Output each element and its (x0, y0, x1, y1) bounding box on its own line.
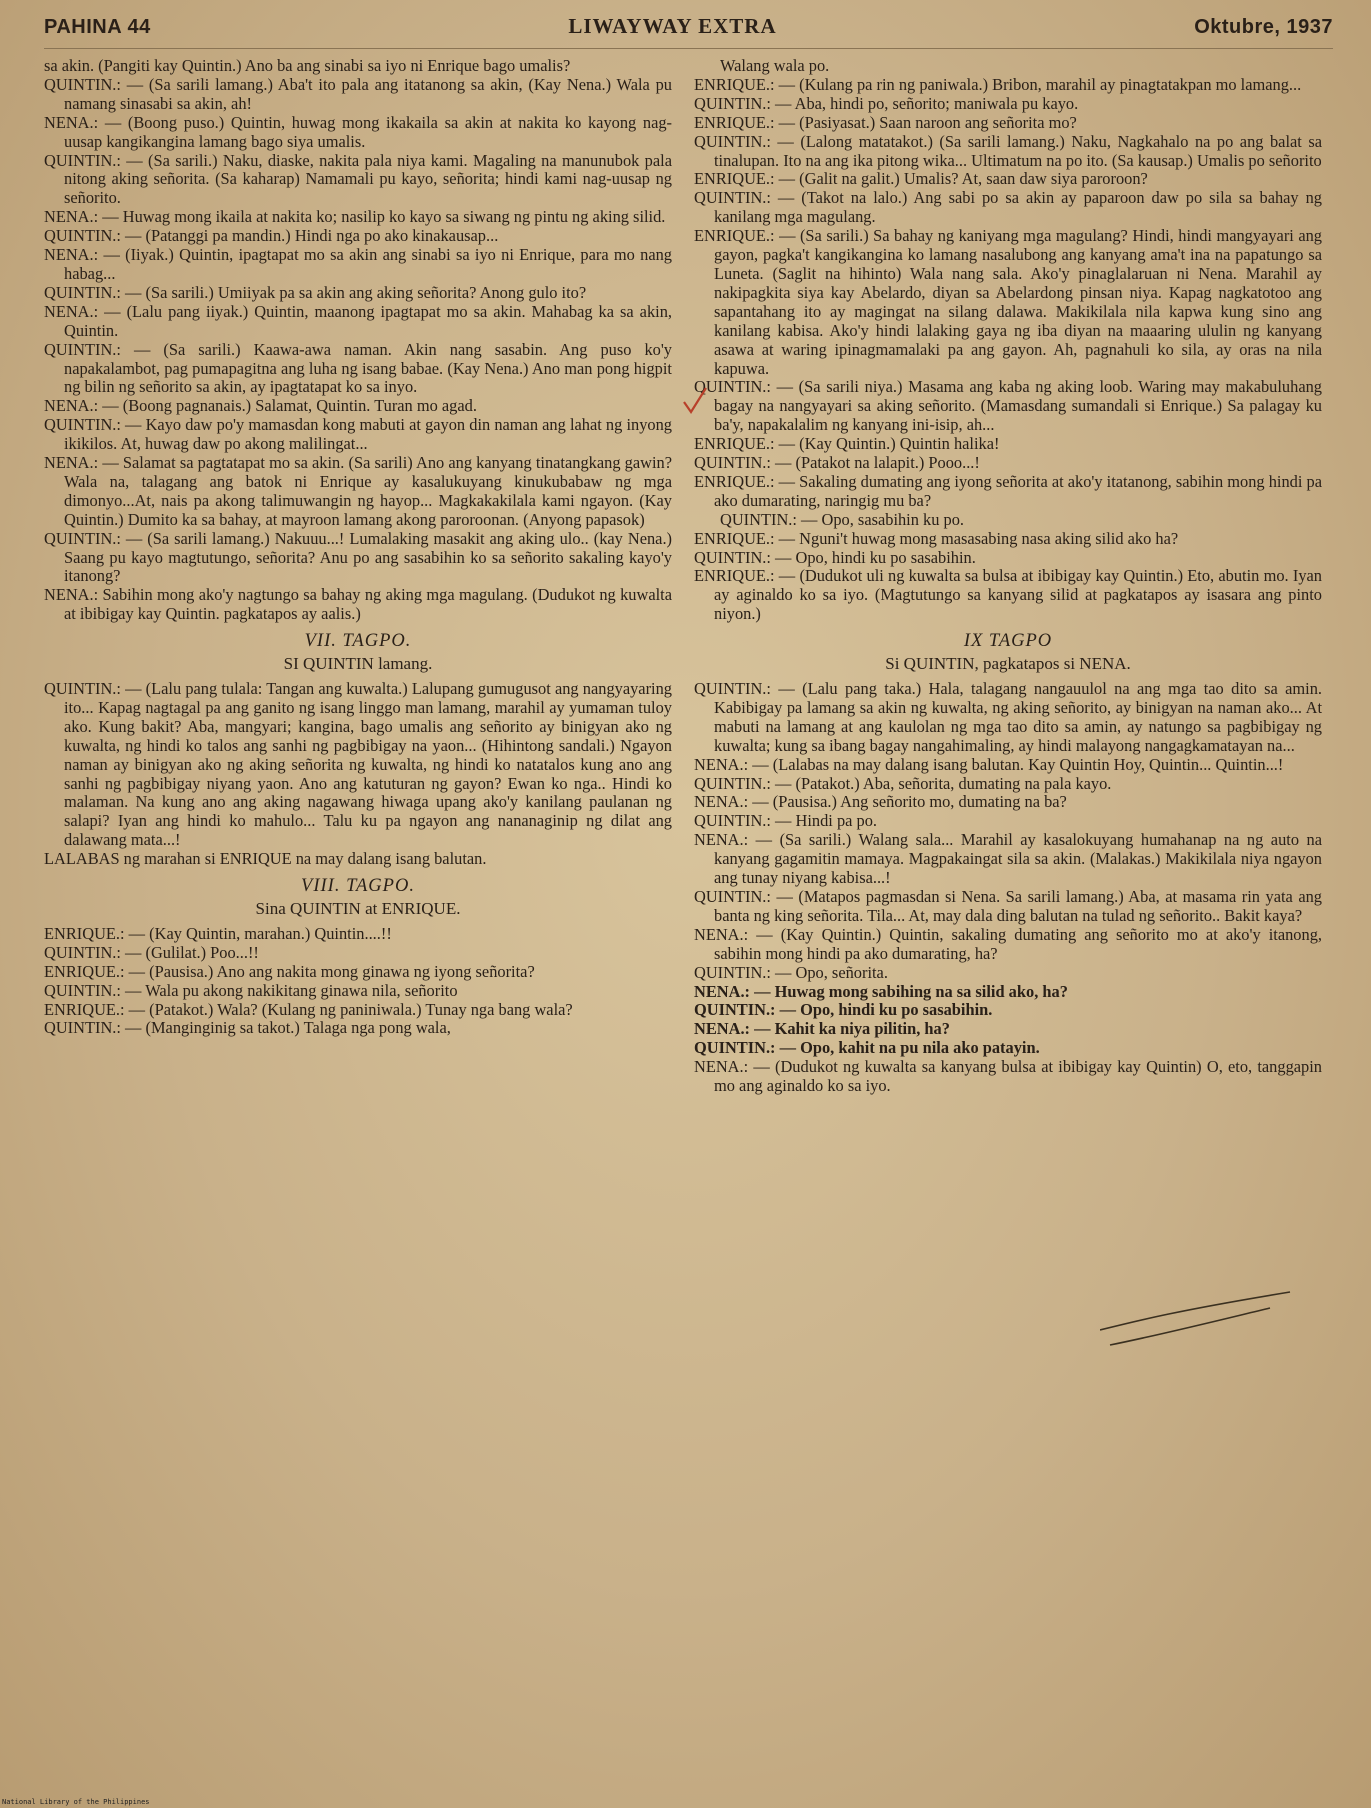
right-column (694, 57, 1322, 1096)
scene-characters: Sina QUINTIN at ENRIQUE. (255, 898, 461, 918)
dialogue-line: NENA.: — (Lalu pang iiyak.) Quintin, maanong ipagtapat mo sa akin. Mahabag ka sa akin, Quintin. (44, 301, 672, 340)
dialogue-line: ENRIQUE.: — Nguni't huwag mong masasabing nasa aking silid ako ha? (694, 528, 1179, 548)
scene-characters: Si QUINTIN, pagkatapos si NENA. (885, 654, 1131, 674)
dialogue-line: QUINTIN.: — Opo, sasabihin ku po. (720, 509, 965, 529)
pencil-checkmark-icon (682, 386, 708, 416)
dialogue-line: LALABAS ng marahan si ENRIQUE na may dalang isang balutan. (44, 849, 487, 869)
scene-characters: SI QUINTIN lamang. (283, 654, 433, 674)
dialogue-line: NENA.: Sabihin mong ako'y nagtungo sa bahay ng aking mga magulang. (Dudukot ng kuwalta at ibibigay kay Quintin. pagkatapos ay aalis.) (44, 585, 672, 624)
dialogue-line: ENRIQUE.: — (Pausisa.) Ano ang nakita mong ginawa ng iyong señorita? (44, 961, 535, 981)
dialogue-line: NENA.: — (Kay Quintin.) Quintin, sakaling dumating ang señorito mo at ako'y itanong, sabihin mong hindi pa ako dumarating, ha? (694, 924, 1322, 963)
issue-date: Oktubre, 1937 (1194, 16, 1333, 38)
dialogue-line: QUINTIN.: — Opo, hindi ku po sasabihin. (694, 547, 976, 567)
dialogue-line: ENRIQUE.: — (Kay Quintin.) Quintin halika! (694, 434, 1000, 454)
dialogue-line: QUINTIN.: — (Takot na lalo.) Ang sabi po sa akin ay paparoon daw po sila sa bahay ng kanilang mga magulang. (694, 188, 1322, 227)
dialogue-continuation: Walang wala po. (720, 56, 830, 75)
dialogue-line: QUINTIN.: — (Sa sarili.) Naku, diaske, nakita pala niya kami. Magaling na manunubok pala nitong aking señorita. (Sa kaharap) Namamali pu kayo, señorita; hindi kami nag-uusap ng señorito. (44, 150, 672, 208)
dialogue-line: NENA.: — (Iiyak.) Quintin, ipagtapat mo sa akin ang sinabi sa iyo ni Enrique, para mo nang habag... (44, 245, 672, 283)
publication-title: LIWAYWAY EXTRA (568, 14, 777, 38)
dialogue-line: QUINTIN.: — (Matapos pagmasdan si Nena. Sa sarili lamang.) Aba, at masama rin yata ang banta ng king señorita. Tila... At, may dala ding balutan na tulad ng señorito.. Bakit kaya? (694, 886, 1322, 925)
dialogue-line: NENA.: — (Boong puso.) Quintin, huwag mong ikakaila sa akin at nakita ko kayong nag-uusap kangikangina lamang bago siya umalis. (44, 112, 672, 151)
dialogue-line: QUINTIN.: — Wala pu akong nakikitang ginawa nila, señorito (44, 980, 458, 1000)
dialogue-line: QUINTIN.: — (Sa sarili lamang.) Nakuuu...! Lumalaking masakit ang aking ulo.. (kay Nena.) Saang pu kayo magtutungo, señorita? Anu po ang sasabihin ko sa señorito sakaling kayo'y itanong? (44, 528, 672, 586)
dialogue-line: QUINTIN.: — (Sa sarili lamang.) Aba't ito pala ang itatanong sa akin, (Kay Nena.) Wala pu namang sinasabi sa akin, ah! (44, 74, 672, 113)
dialogue-line: ENRIQUE.: — (Kay Quintin, marahan.) Quintin....!! (44, 923, 392, 943)
dialogue-line: ENRIQUE.: — (Dudukot uli ng kuwalta sa bulsa at ibibigay kay Quintin.) Eto, abutin mo. Iyan ay aginaldo ko sa iyo. (Magtutungo sa kanyang silid at pagkatapos ay isasara ang pinto niyon.) (694, 566, 1322, 624)
dialogue-line: QUINTIN.: — (Patakot.) Aba, señorita, dumating na pala kayo. (694, 773, 1112, 793)
library-credit: National Library of the Philippines (2, 1798, 150, 1806)
dialogue-line: QUINTIN.: — (Manginginig sa takot.) Talaga nga pong wala, (44, 1018, 451, 1038)
dialogue-line: QUINTIN.: — (Lalong matatakot.) (Sa sarili lamang.) Naku, Nagkahalo na po ang balat sa tinalupan. Ito na ang ika pitong wika... Ultimatum na po ito. (Sa kausap.) Umalis po señorito (694, 131, 1322, 170)
dialogue-line: NENA.: — (Boong pagnanais.) Salamat, Quintin. Turan mo agad. (44, 396, 477, 416)
dialogue-line: QUINTIN.: — Opo, señorita. (694, 962, 888, 982)
dialogue-line: NENA.: — (Sa sarili.) Walang sala... Marahil ay kasalokuyang humahanap na ng auto na kanyang gagamitin mamaya. Magpakaingat sila sa akin. (Malakas.) Makikilala niya ngayon ang tunay niyang kabisa...! (694, 830, 1322, 888)
dialogue-line: NENA.: — (Dudukot ng kuwalta sa kanyang bulsa at ibibigay kay Quintin) O, eto, tanggapin mo ang aginaldo ko sa iyo. (694, 1057, 1322, 1096)
dialogue-line: QUINTIN.: — Kayo daw po'y mamasdan kong mabuti at gayon din naman ang lahat ng inyong ikikilos. At, huwag daw po akong malilingat... (44, 415, 672, 454)
dialogue-line: QUINTIN.: — Aba, hindi po, señorito; maniwala pu kayo. (694, 93, 1079, 113)
dialogue-line: QUINTIN.: — (Gulilat.) Poo...!! (44, 942, 259, 962)
left-column (44, 57, 672, 1096)
dialogue-line: ENRIQUE.: — (Pasiyasat.) Saan naroon ang señorita mo? (694, 112, 1077, 132)
dialogue-line: QUINTIN.: — Opo, kahit na pu nila ako patayin. (694, 1038, 1040, 1058)
dialogue-line: NENA.: — (Pausisa.) Ang señorito mo, dumating na ba? (694, 792, 1067, 812)
dialogue-line: QUINTIN.: — (Lalu pang taka.) Hala, talagang nangauulol na ang mga tao dito sa amin. Kabibigay pa lamang sa akin ng kuwalta, ng aking señorito, ay binigyan na naman ako... At mabuti na lamang at ang kaulolan ng mga tao dito sa amin, ay natungo sa pagbibigay ng kuwalta; kung sa ibang bagay nangahimaling, ay hindi malayong nangagkamatayan na... (694, 679, 1322, 755)
page-header (44, 14, 1333, 49)
dialogue-line: QUINTIN.: — (Lalu pang tulala: Tangan ang kuwalta.) Lalupang gumugusot ang nangyayaring ito... Kapag nagtagal pa ang ganito ng isang linggo man lamang, marahil ay yumaman tuloy ako. Kung bakit? Aba, mangyari; kangina, bago umalis ang señorito ay binigyan ako ng kuwalta, ng hindi ko talos ang sanhi ng pagbibigay na yaon... (Hihintong sandali.) Ngayon naman ay binigyan ako ng aking señorita ng kuwalta, ng hindi ko natatalos kung ano ang sanhi ng pagbibigay niyang yaon. Ano ang katuturan ng gayon? Ewan ko nga.. Hindi ko malaman. Na kung ano ang aking nagawang hiwaga upang ako'y kanilang paulanan ng salapi? Iyan ang hindi ko mahulo... Talu ku pa ngayon ang nananaginip ng dilat ang dalawang mata...! (44, 679, 672, 850)
dialogue-line: QUINTIN.: — Hindi pa po. (694, 811, 878, 831)
page-number: PAHINA 44 (44, 16, 151, 38)
dialogue-line: QUINTIN.: — Opo, hindi ku po sasabihin. (694, 1000, 993, 1020)
dialogue-line: ENRIQUE.: — (Sa sarili.) Sa bahay ng kaniyang mga magulang? Hindi, hindi mangyayari ang gayon, pagka't kangikangina ko lamang nasalubong ang kanyang ama't ina na papatungo sa Luneta. (Saglit na hihinto) Wala nang sala. Ako'y pinaglalaruan ni Nena. Marahil ay nakipagkita siya kay Abelardo, diyan sa Abelardong pinsan niya. Kapag nagkatotoo ang sapantahang ito ay magingat na silang dalawa. Makikilala nila kapwa kung sino ang kanilang kabisa. Ako'y hindi lalaking gaya ng iba diyan na maaaring ululin ng kanyang asawa at waring ipinagmamalaki pa ang gayon. Ah, pagnahuli ko sila, ay oras na nila kapuwa. (694, 226, 1322, 378)
dialogue-line: ENRIQUE.: — (Galit na galit.) Umalis? At, saan daw siya paroroon? (694, 169, 1148, 189)
dialogue-line: QUINTIN.: — (Sa sarili.) Kaawa-awa naman. Akin nang sasabin. Ang puso ko'y napakalambot, pag pumapagitna ang luha ng isang babae. (Kay Nena.) Ano man pong higpit ng bilin ng señorito sa akin, ay ipagtatapat ko sa inyo. (44, 339, 672, 397)
dialogue-line: ENRIQUE.: — Sakaling dumating ang iyong señorita at ako'y itatanong, sabihin mong hindi pa ako dumarating, naringig mu ba? (694, 471, 1322, 510)
dialogue-line: NENA.: — Salamat sa pagtatapat mo sa akin. (Sa sarili) Ano ang kanyang tinatangkang gawin? Wala na, talagang ang batok ni Enrique ay kasalukuyang kinukubabaw ng mga dimonyo...At, nais pa akong talimuwangin ng hayop... Magkakakilala kami ngayon. (Kay Quintin.) Dumito ka sa bahay, at mayroon lamang akong paroroonan. (Anyong papasok) (44, 453, 672, 529)
dialogue-line: QUINTIN.: — (Sa sarili.) Umiiyak pa sa akin ang aking señorita? Anong gulo ito? (44, 282, 587, 302)
dialogue-line: QUINTIN.: — (Patanggi pa mandin.) Hindi nga po ako kinakausap... (44, 226, 499, 246)
dialogue-line: NENA.: — Huwag mong ikaila at nakita ko; nasilip ko kayo sa siwang ng pintu ng aking silid. (44, 207, 666, 227)
dialogue-line: QUINTIN.: — (Patakot na lalapit.) Pooo...! (694, 453, 980, 473)
dialogue-line: ENRIQUE.: — (Kulang pa rin ng paniwala.) Bribon, marahil ay pinagtatakpan mo lamang... (694, 74, 1302, 94)
dialogue-line: NENA.: — (Lalabas na may dalang isang balutan. Kay Quintin Hoy, Quintin... Quintin...! (694, 754, 1284, 774)
dialogue-line: sa akin. (Pangiti kay Quintin.) Ano ba ang sinabi sa iyo ni Enrique bago umalis? (44, 56, 571, 75)
dialogue-line: ENRIQUE.: — (Patakot.) Wala? (Kulang ng paniniwala.) Tunay nga bang wala? (44, 999, 573, 1019)
scene-heading: VIII. TAGPO. (301, 876, 415, 897)
dialogue-line: QUINTIN.: — (Sa sarili niya.) Masama ang kaba ng aking loob. Waring may makabuluhang bagay na nangyayari sa aking señorito. (Mamasdang sumandali si Enrique.) Sa palagay ku ba'y, napakalalim ng kanyang ini-isip, ah... (694, 377, 1322, 435)
pencil-scribble-icon (1100, 1290, 1300, 1350)
scene-heading: VII. TAGPO. (304, 631, 412, 652)
scene-heading: IX TAGPO (963, 631, 1053, 652)
dialogue-line: NENA.: — Kahit ka niya pilitin, ha? (694, 1019, 950, 1039)
article-columns (44, 57, 1333, 1096)
dialogue-line: NENA.: — Huwag mong sabihing na sa silid ako, ha? (694, 981, 1068, 1001)
